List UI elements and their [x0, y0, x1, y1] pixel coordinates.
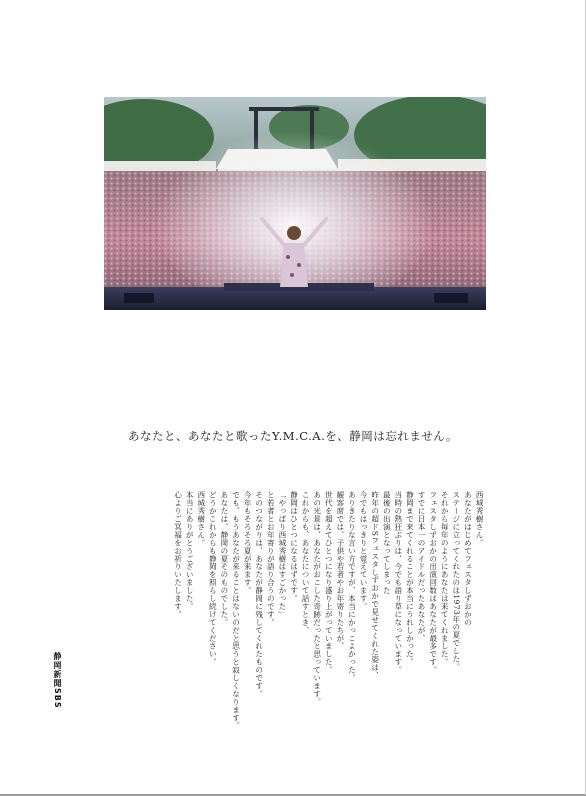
letter-line: 静岡はひとつになるはずです。: [289, 491, 299, 603]
letter-line: あの光景は、あなたがおこした奇跡だったと思っています。: [312, 491, 322, 706]
letter-line: 西城秀樹さん。: [196, 491, 206, 547]
letter-line: どうかこれからも静岡を照らし続けてください。: [208, 491, 218, 666]
tribute-letter: [172, 491, 485, 741]
letter-line: と若者とお年寄りが語り合うのです。: [266, 491, 276, 627]
letter-line: 心よりご冥福をお祈りいたします。: [173, 491, 183, 619]
letter-line: あなたは、静岡の夏そのものでした。: [219, 491, 229, 627]
letter-line: フェスタしずおかの出演回数はあなたが最多です。: [428, 491, 438, 674]
letter-line: 今年もそろそろ夏が来ます。: [243, 491, 253, 595]
letter-line: ありきたりな言い方ですが、本当にかっこよかった。: [347, 491, 357, 682]
letter-line: あなたがはじめてフェスタしずおかの: [463, 491, 473, 627]
letter-line: それから毎年のようにあなたは来てくれました。: [440, 491, 450, 666]
letter-line: 世代を超えてひとつになり盛り上がっていました。: [324, 491, 334, 674]
letter-line: 最後の出演となってしまった: [382, 491, 392, 595]
letter-line: でも、もうあなたが来ることはないのだと思うと寂しくなります。: [231, 491, 241, 730]
publisher-signature: 静岡新聞SBS: [53, 652, 62, 709]
letter-line: そのつながりは、あなたが静岡に残してくれたものです。: [254, 491, 264, 698]
letter-line: 今でもはっきりと覚えています。: [359, 491, 369, 611]
letter-line: 観客席では、子供や若者やお年寄りたちが、: [335, 491, 345, 650]
letter-line: すでに日本一のアイドルだったあなたが、: [417, 491, 427, 643]
letter-line: 昨年の超ドSフェスタしずおかで見せてくれた姿は、: [370, 491, 380, 680]
concert-photo: [104, 97, 486, 310]
letter-line: 「やっぱり西城秀樹はすごかった」: [277, 491, 287, 619]
letter-line: これからも、あなたについて話すとき、: [301, 491, 311, 635]
letter-line: 静岡まで来てくれることが本当にうれしかった。: [405, 491, 415, 666]
letter-line: ステージに立ってくれたのは1973年の夏でした。: [451, 491, 461, 671]
letter-line: 西城秀樹さん。: [475, 491, 484, 547]
headline: あなたと、あなたと歌ったY.M.C.A.を、静岡は忘れません。: [128, 429, 458, 443]
letter-line: 当時の熱狂ぶりは、今でも語り草になっています。: [393, 491, 403, 674]
letter-line: 本当にありがとうございました。: [185, 491, 195, 611]
